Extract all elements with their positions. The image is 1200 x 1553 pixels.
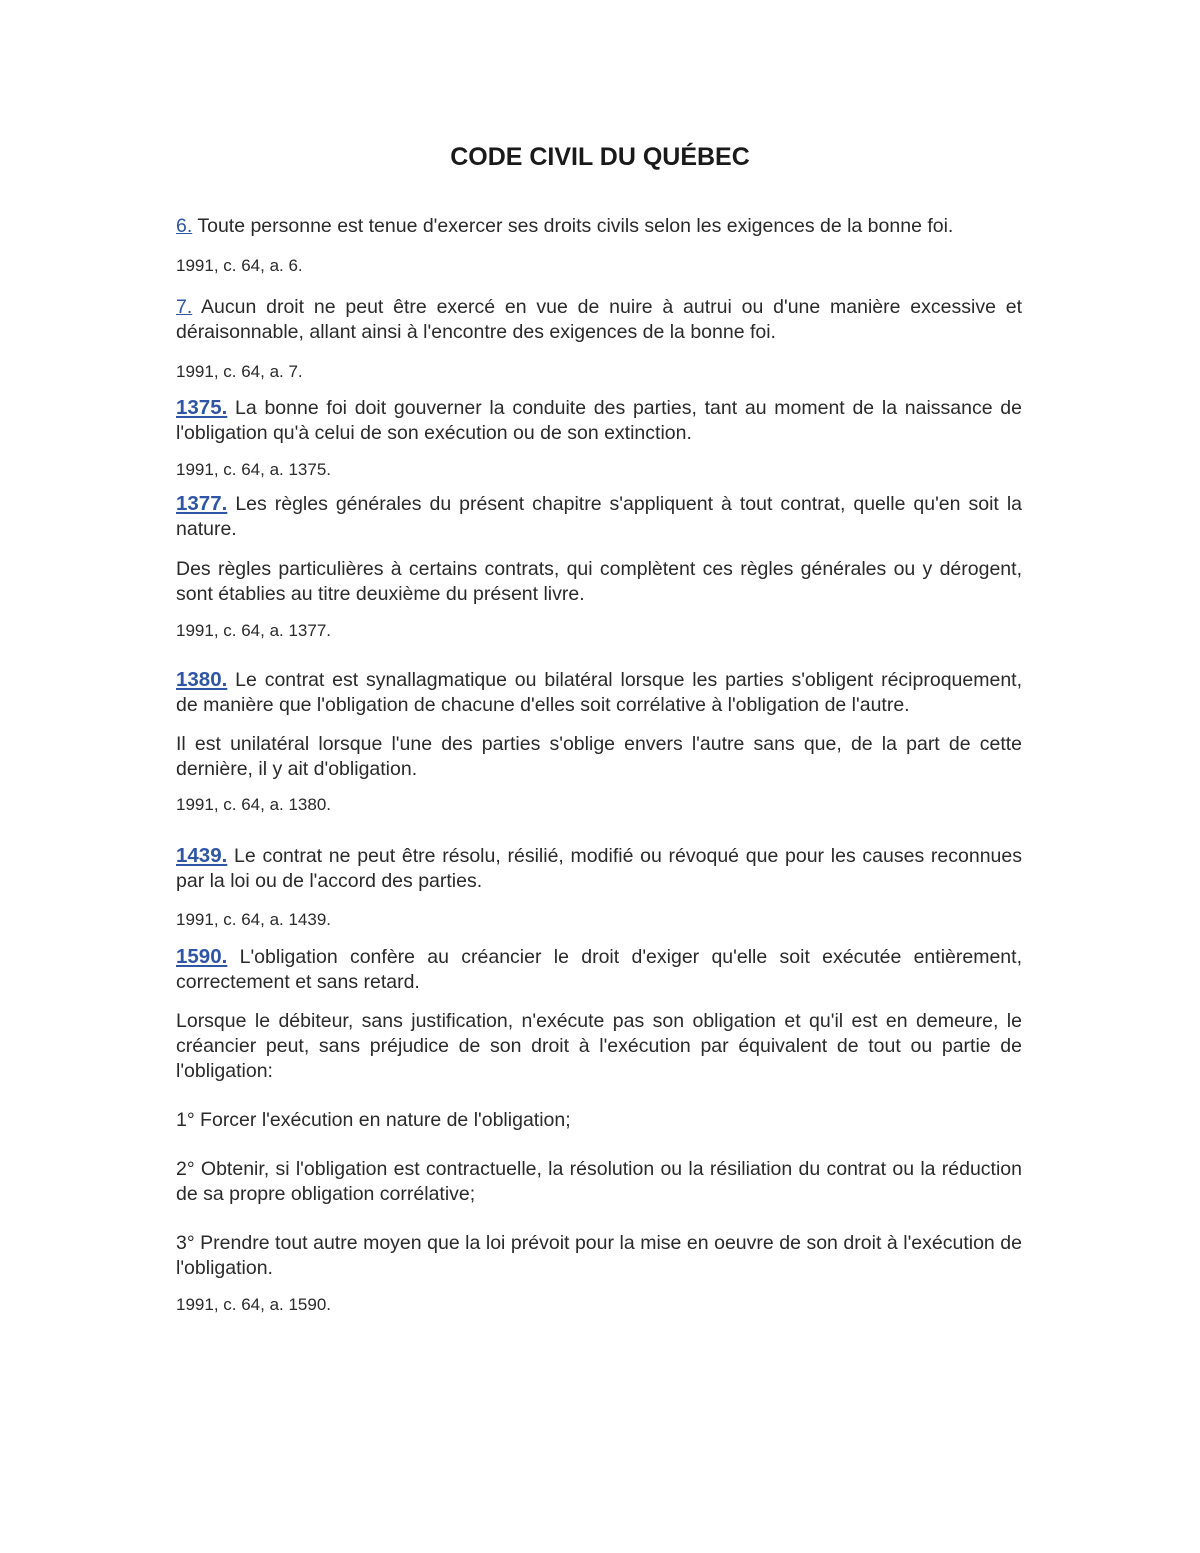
article-1590-text: [176, 944, 1022, 995]
article-1590-source: 1991, c. 64, a. 1590.: [176, 1295, 332, 1314]
article-1377-link[interactable]: 1377.: [176, 492, 228, 515]
article-1380-paragraph-2: Il est unilatéral lorsque l'une des parties s'oblige envers l'autre sans que, de la part de cette dernière, il y ait d'obligation.: [176, 733, 1022, 780]
article-6-source: 1991, c. 64, a. 6.: [176, 256, 303, 275]
article-1377-paragraph-2: Des règles particulières à certains contrats, qui complètent ces règles générales ou y dérogent, sont établies au titre deuxième du présent livre.: [176, 558, 1022, 605]
article-1377-source: 1991, c. 64, a. 1377.: [176, 621, 332, 640]
article-1377-paragraph-1: Les règles générales du présent chapitre s'appliquent à tout contrat, quelle qu'en soit la nature.: [176, 493, 1022, 540]
article-1380-paragraph-1: Le contrat est synallagmatique ou bilatéral lorsque les parties s'obligent réciproquement, de manière que l'obligation de chacune d'elles soit corrélative à l'obligation de l'autre.: [176, 669, 1022, 716]
article-1375-link[interactable]: 1375.: [176, 396, 228, 419]
article-7-paragraph: Aucun droit ne peut être exercé en vue de nuire à autrui ou d'une manière excessive et déraisonnable, allant ainsi à l'encontre des exigences de la bonne foi.: [176, 296, 1023, 343]
article-1590-link[interactable]: 1590.: [176, 945, 228, 968]
article-1439-link[interactable]: 1439.: [176, 844, 228, 867]
article-1375-paragraph: La bonne foi doit gouverner la conduite des parties, tant au moment de la naissance de l'obligation qu'à celui de son exécution ou de son extinction.: [176, 397, 1022, 444]
article-7-source: 1991, c. 64, a. 7.: [176, 362, 303, 381]
article-7-text: [176, 295, 1022, 345]
article-1590-list-item-2: 2° Obtenir, si l'obligation est contractuelle, la résolution ou la résiliation du contrat ou la réduction de sa propre obligation corrélative;: [176, 1158, 1022, 1205]
page-title: CODE CIVIL DU QUÉBEC: [450, 143, 750, 171]
article-1590-list-item-1: 1° Forcer l'exécution en nature de l'obligation;: [176, 1109, 571, 1131]
article-1375-source: 1991, c. 64, a. 1375.: [176, 460, 332, 479]
article-6-link[interactable]: 6.: [176, 215, 193, 237]
article-1377-text: [176, 491, 1022, 542]
article-1590-paragraph-1: L'obligation confère au créancier le droit d'exiger qu'elle soit exécutée entièrement, correctement et sans retard.: [176, 946, 1022, 993]
article-1380-link[interactable]: 1380.: [176, 668, 228, 691]
article-1380-text: [176, 667, 1022, 718]
article-7-link[interactable]: 7.: [176, 296, 193, 318]
article-1375-text: [176, 395, 1022, 446]
article-1590-list-item-3: 3° Prendre tout autre moyen que la loi prévoit pour la mise en oeuvre de son droit à l'exécution de l'obligation.: [176, 1232, 1022, 1279]
article-1439-source: 1991, c. 64, a. 1439.: [176, 910, 332, 929]
article-1590-paragraph-2: Lorsque le débiteur, sans justification, n'exécute pas son obligation et qu'il est en demeure, le créancier peut, sans préjudice de son droit à l'exécution par équivalent de tout ou partie de l'obligation:: [176, 1010, 1022, 1082]
article-1439-text: [176, 843, 1022, 894]
article-1380-source: 1991, c. 64, a. 1380.: [176, 795, 332, 814]
article-1439-paragraph: Le contrat ne peut être résolu, résilié, modifié ou révoqué que pour les causes reconnues par la loi ou de l'accord des parties.: [176, 845, 1022, 892]
document-body: [176, 214, 1022, 1317]
article-6-text: [176, 214, 1022, 239]
article-6-paragraph: Toute personne est tenue d'exercer ses droits civils selon les exigences de la bonne foi.: [197, 215, 954, 237]
